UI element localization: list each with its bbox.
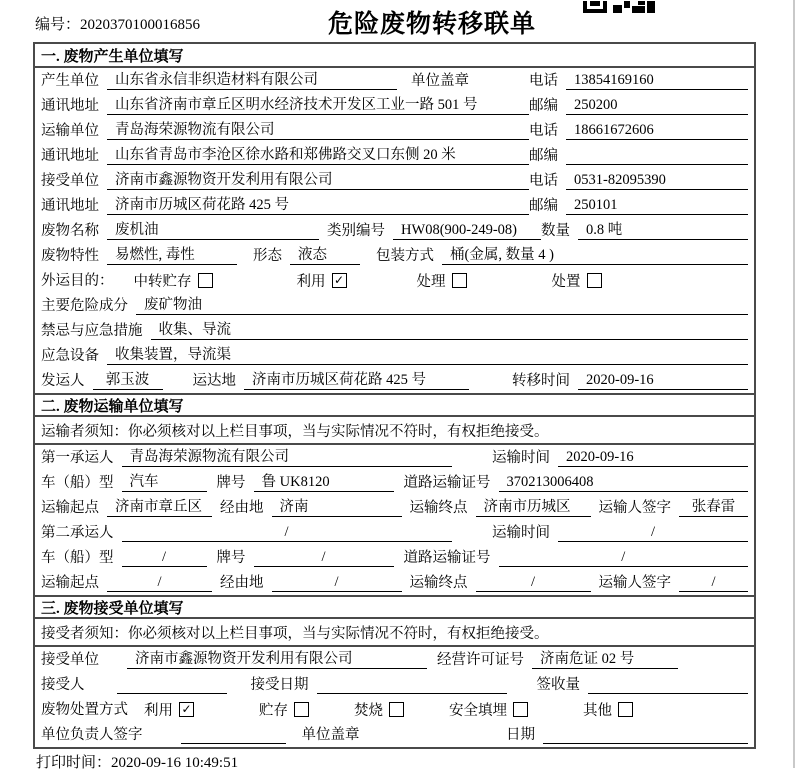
carrier2-field: / bbox=[122, 523, 452, 542]
emergency-measures-label: 禁忌与应急措施 bbox=[41, 323, 143, 339]
checkbox-dispose bbox=[587, 273, 602, 288]
transfer-date-field: 2020-09-16 bbox=[578, 371, 748, 390]
row-accepting-unit bbox=[35, 647, 754, 672]
purpose-label: 外运目的： bbox=[41, 272, 114, 289]
received-amount-label: 签收量 bbox=[536, 677, 580, 693]
row-waste-name bbox=[35, 218, 754, 243]
carrier2-origin-field: / bbox=[107, 573, 212, 592]
row-recipient bbox=[35, 672, 754, 697]
emergency-equipment-label: 应急设备 bbox=[41, 348, 99, 364]
emergency-measures-field: 收集、导流 bbox=[151, 321, 749, 340]
section1-header: 一. 废物产生单位填写 bbox=[35, 44, 754, 68]
seal-date-field bbox=[543, 726, 748, 744]
producer-phone-field: 13854169160 bbox=[566, 71, 748, 90]
form-serial bbox=[35, 13, 200, 34]
hazard-label: 主要危险成分 bbox=[41, 298, 128, 314]
carrier2-road-permit-field: / bbox=[499, 548, 749, 567]
road-permit-label: 道路运输证号 bbox=[403, 550, 491, 566]
producer-name-field: 山东省永信非织造材料有限公司 bbox=[107, 71, 397, 90]
zip-label: 邮编 bbox=[529, 198, 558, 214]
carrier2-terminal-field: / bbox=[476, 573, 591, 592]
phone-label: 电话 bbox=[529, 73, 558, 89]
section2-notice: 运输者须知：你必须核对以上栏目事项，当与实际情况不符时，有权拒绝接受。 bbox=[35, 417, 754, 445]
recipient-label: 接受人 bbox=[41, 677, 85, 693]
carrier1-via-field: 济南 bbox=[272, 498, 402, 517]
disposal-option-label: 焚烧 bbox=[354, 703, 383, 719]
waste-name-label: 废物名称 bbox=[41, 223, 99, 239]
license-no-field: 济南危证 02 号 bbox=[532, 650, 678, 669]
terminal-label: 运输终点 bbox=[409, 500, 468, 516]
form-title: 危险废物转移联单 bbox=[328, 11, 537, 38]
row-carrier2 bbox=[35, 520, 754, 545]
address-label: 通讯地址 bbox=[41, 148, 99, 164]
row-disposal-method bbox=[35, 697, 754, 722]
carrier1-vehicle-field: 汽车 bbox=[122, 473, 207, 492]
transporter-address-field: 山东省青岛市李沧区徐水路和郑佛路交叉口东侧 20 米 bbox=[107, 146, 529, 165]
disposal-label: 废物处置方式 bbox=[41, 701, 128, 718]
disposal-option-landfill bbox=[449, 699, 528, 720]
recipient-field bbox=[117, 676, 227, 694]
purpose-option-storage bbox=[134, 270, 213, 291]
row-emergency-measures bbox=[35, 318, 754, 343]
terminal-label: 运输终点 bbox=[409, 575, 468, 591]
accepting-unit-field: 济南市鑫源物资开发利用有限公司 bbox=[127, 650, 427, 669]
category-label: 类别编号 bbox=[327, 223, 386, 239]
disposal-option-utilize bbox=[144, 699, 194, 720]
date-label: 日期 bbox=[506, 727, 535, 743]
plate-label: 牌号 bbox=[216, 550, 246, 566]
carrier2-label: 第二承运人 bbox=[41, 525, 114, 541]
section2-header: 二. 废物运输单位填写 bbox=[35, 393, 754, 417]
receiver-zip-field: 250101 bbox=[566, 196, 748, 215]
row-carrier1-route bbox=[35, 495, 754, 520]
row-carrier1-vehicle bbox=[35, 470, 754, 495]
purpose-option-label: 处置 bbox=[551, 274, 581, 290]
page-right-edge bbox=[793, 0, 795, 768]
purpose-option-label: 中转贮存 bbox=[133, 274, 192, 290]
row-shipper bbox=[35, 368, 754, 393]
row-hazard-components bbox=[35, 293, 754, 318]
signature-label: 运输人签字 bbox=[598, 575, 671, 591]
row-receiver bbox=[35, 168, 754, 193]
responsible-sign-field bbox=[181, 726, 286, 744]
checkbox-disposal-utilize-checked: ✓ bbox=[179, 702, 194, 717]
row-producer-address bbox=[35, 93, 754, 118]
emergency-equipment-field: 收集装置，导流渠 bbox=[107, 346, 748, 365]
signature-label: 运输人签字 bbox=[598, 500, 671, 516]
shipper-label: 发运人 bbox=[41, 373, 85, 389]
shipper-field: 郭玉波 bbox=[93, 371, 163, 390]
purpose-option-utilize bbox=[297, 270, 347, 291]
checkbox-utilize-checked: ✓ bbox=[332, 273, 347, 288]
license-label: 经营许可证号 bbox=[437, 652, 524, 668]
receiver-label: 接受单位 bbox=[41, 652, 99, 668]
quantity-field: 0.8 吨 bbox=[578, 221, 748, 240]
vehicle-label: 车（船）型 bbox=[41, 550, 114, 566]
packaging-field: 桶(金属, 数量 4 ) bbox=[442, 246, 748, 265]
address-label: 通讯地址 bbox=[41, 198, 99, 214]
carrier2-vehicle-field: / bbox=[122, 548, 207, 567]
row-transfer-purpose bbox=[35, 268, 754, 293]
purpose-option-label: 利用 bbox=[296, 274, 326, 290]
waste-name-field: 废机油 bbox=[107, 221, 319, 240]
received-amount-field bbox=[588, 676, 748, 694]
section3-notice: 接受者须知：你必须核对以上栏目事项，当与实际情况不符时，有权拒绝接受。 bbox=[35, 619, 754, 647]
transporter-label: 运输单位 bbox=[41, 123, 99, 139]
vehicle-label: 车（船）型 bbox=[41, 475, 114, 491]
print-time bbox=[36, 751, 238, 772]
zip-label: 邮编 bbox=[529, 98, 558, 114]
carrier1-origin-field: 济南市章丘区 bbox=[107, 498, 212, 517]
characteristics-field: 易燃性, 毒性 bbox=[107, 246, 237, 265]
origin-label: 运输起点 bbox=[41, 500, 99, 516]
receive-date-field bbox=[317, 676, 507, 694]
plate-label: 牌号 bbox=[216, 475, 246, 491]
row-carrier2-route bbox=[35, 570, 754, 595]
disposal-option-label: 贮存 bbox=[259, 703, 288, 719]
disposal-option-label: 安全填埋 bbox=[449, 703, 507, 719]
receive-date-label: 接受日期 bbox=[250, 677, 309, 693]
manifest-form bbox=[33, 42, 756, 749]
row-carrier2-vehicle bbox=[35, 545, 754, 570]
address-label: 通讯地址 bbox=[41, 98, 99, 114]
checkbox-disposal-store bbox=[294, 702, 309, 717]
qr-code-fragment bbox=[583, 0, 655, 18]
physical-form-field: 液态 bbox=[290, 246, 360, 265]
section3-header: 三. 废物接受单位填写 bbox=[35, 595, 754, 619]
row-receiver-address bbox=[35, 193, 754, 218]
quantity-label: 数量 bbox=[541, 223, 570, 239]
unit-seal-label: 单位盖章 bbox=[301, 727, 360, 743]
disposal-option-store bbox=[259, 699, 309, 720]
phone-label: 电话 bbox=[529, 123, 558, 139]
receiver-name-field: 济南市鑫源物资开发利用有限公司 bbox=[107, 171, 529, 190]
characteristics-label: 废物特性 bbox=[41, 248, 99, 264]
hazard-field: 废矿物油 bbox=[136, 296, 748, 315]
transporter-phone-field: 18661672606 bbox=[566, 121, 748, 140]
checkbox-disposal-other bbox=[618, 702, 633, 717]
producer-address-field: 山东省济南市章丘区明水经济技术开发区工业一路 501 号 bbox=[107, 96, 529, 115]
via-label: 经由地 bbox=[220, 575, 264, 591]
transport-date-label: 运输时间 bbox=[492, 450, 550, 466]
carrier1-field: 青岛海荣源物流有限公司 bbox=[122, 448, 452, 467]
carrier1-plate-field: 鲁 UK8120 bbox=[254, 473, 394, 492]
checkbox-treat bbox=[452, 273, 467, 288]
packaging-label: 包装方式 bbox=[376, 248, 434, 264]
producer-label: 产生单位 bbox=[41, 73, 99, 89]
transporter-name-field: 青岛海荣源物流有限公司 bbox=[107, 121, 529, 140]
print-time-label: 打印时间： bbox=[36, 755, 112, 771]
print-time-value: 2020-09-16 10:49:51 bbox=[111, 755, 239, 771]
producer-zip-field: 250200 bbox=[566, 96, 748, 115]
disposal-option-incinerate bbox=[354, 699, 404, 720]
category-code-field: HW08(900-249-08) bbox=[393, 221, 541, 240]
row-responsible-signature bbox=[35, 722, 754, 747]
transporter-zip-field bbox=[566, 147, 748, 165]
carrier2-signature-field: / bbox=[679, 573, 748, 592]
responsible-sign-label: 单位负责人签字 bbox=[41, 727, 143, 743]
row-carrier1 bbox=[35, 445, 754, 470]
receiver-address-field: 济南市历城区荷花路 425 号 bbox=[107, 196, 529, 215]
phone-label: 电话 bbox=[529, 173, 558, 189]
receiver-label: 接受单位 bbox=[41, 173, 99, 189]
disposal-option-other bbox=[583, 699, 633, 720]
checkbox-disposal-landfill bbox=[513, 702, 528, 717]
carrier2-plate-field: / bbox=[254, 548, 394, 567]
carrier1-signature-field: 张春雷 bbox=[679, 498, 748, 517]
seal-label: 单位盖章 bbox=[411, 73, 469, 89]
row-producer bbox=[35, 68, 754, 93]
destination-label: 运达地 bbox=[192, 373, 236, 389]
origin-label: 运输起点 bbox=[41, 575, 99, 591]
checkbox-storage bbox=[198, 273, 213, 288]
serial-number: 2020370100016856 bbox=[80, 17, 201, 33]
carrier1-label: 第一承运人 bbox=[41, 450, 114, 466]
carrier2-via-field: / bbox=[272, 573, 402, 592]
purpose-option-dispose bbox=[552, 270, 602, 291]
purpose-option-treat bbox=[417, 270, 467, 291]
receiver-phone-field: 0531-82095390 bbox=[566, 171, 748, 190]
road-permit-label: 道路运输证号 bbox=[403, 475, 491, 491]
via-label: 经由地 bbox=[220, 500, 264, 516]
carrier1-terminal-field: 济南市历城区 bbox=[476, 498, 591, 517]
checkbox-disposal-incinerate bbox=[389, 702, 404, 717]
zip-label: 邮编 bbox=[529, 148, 558, 164]
row-emergency-equipment bbox=[35, 343, 754, 368]
carrier2-date-field: / bbox=[558, 523, 748, 542]
transport-date-label: 运输时间 bbox=[492, 525, 550, 541]
form-label: 形态 bbox=[253, 248, 282, 264]
disposal-option-label: 利用 bbox=[144, 703, 173, 719]
serial-label: 编号： bbox=[35, 17, 81, 33]
carrier1-road-permit-field: 370213006408 bbox=[499, 473, 749, 492]
destination-field: 济南市历城区荷花路 425 号 bbox=[244, 371, 469, 390]
row-transporter bbox=[35, 118, 754, 143]
disposal-option-label: 其他 bbox=[583, 703, 612, 719]
carrier1-date-field: 2020-09-16 bbox=[558, 448, 748, 467]
row-transporter-address bbox=[35, 143, 754, 168]
purpose-option-label: 处理 bbox=[416, 274, 446, 290]
transfer-date-label: 转移时间 bbox=[512, 373, 570, 389]
row-waste-characteristics bbox=[35, 243, 754, 268]
